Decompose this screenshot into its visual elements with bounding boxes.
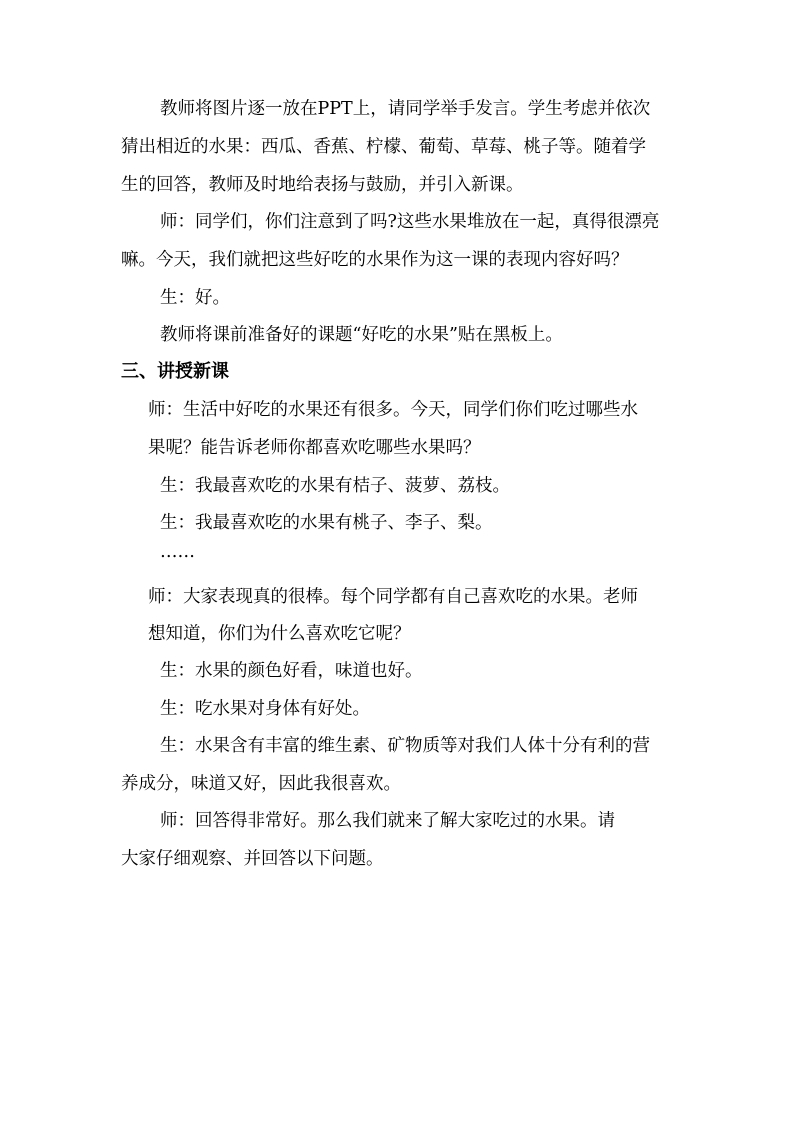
paragraph-line: 师：同学们，你们注意到了吗?这些水果堆放在一起，真得很漂亮 [160,212,660,232]
paragraph-line: 猜出相近的水果：西瓜、香蕉、柠檬、葡萄、草莓、桃子等。随着学 [121,137,646,157]
paragraph-line: 生：我最喜欢吃的水果有桃子、李子、梨。 [160,513,493,533]
paragraph-line: 果呢？能告诉老师你都喜欢吃哪些水果吗？ [148,438,481,458]
paragraph-line: 生：水果含有丰富的维生素、矿物质等对我们人体十分有利的营 [160,736,650,756]
paragraph-line: 生的回答，教师及时地给表扬与鼓励，并引入新课。 [121,175,524,195]
paragraph-line: 生：好。 [160,288,230,308]
paragraph-line: 教师将课前准备好的课题“好吃的水果”贴在黑板上。 [160,325,563,345]
section-heading: 三、讲授新课 [121,361,229,382]
paragraph-line: 生：我最喜欢吃的水果有桔子、菠萝、荔枝。 [160,476,510,496]
paragraph-line: 大家仔细观察、并回答以下问题。 [121,849,384,869]
paragraph-line: 师：大家表现真的很棒。每个同学都有自己喜欢吃的水果。老师 [148,587,638,607]
paragraph-line: 师：生活中好吃的水果还有很多。今天，同学们你们吃过哪些水 [148,400,638,420]
paragraph-line: 想知道，你们为什么喜欢吃它呢？ [148,624,411,644]
paragraph-line: 生：吃水果对身体有好处。 [160,699,370,719]
paragraph-line: 生：水果的颜色好看，味道也好。 [160,661,423,681]
paragraph-line: 教师将图片逐一放在PPT上，请同学举手发言。学生考虑并依次 [160,99,651,119]
ellipsis-line: …… [160,542,195,562]
paragraph-line: 养成分，味道又好，因此我很喜欢。 [121,774,401,794]
paragraph-line: 嘛。今天，我们就把这些好吃的水果作为这一课的表现内容好吗？ [121,250,629,270]
paragraph-line: 师：回答得非常好。那么我们就来了解大家吃过的水果。请 [160,811,615,831]
